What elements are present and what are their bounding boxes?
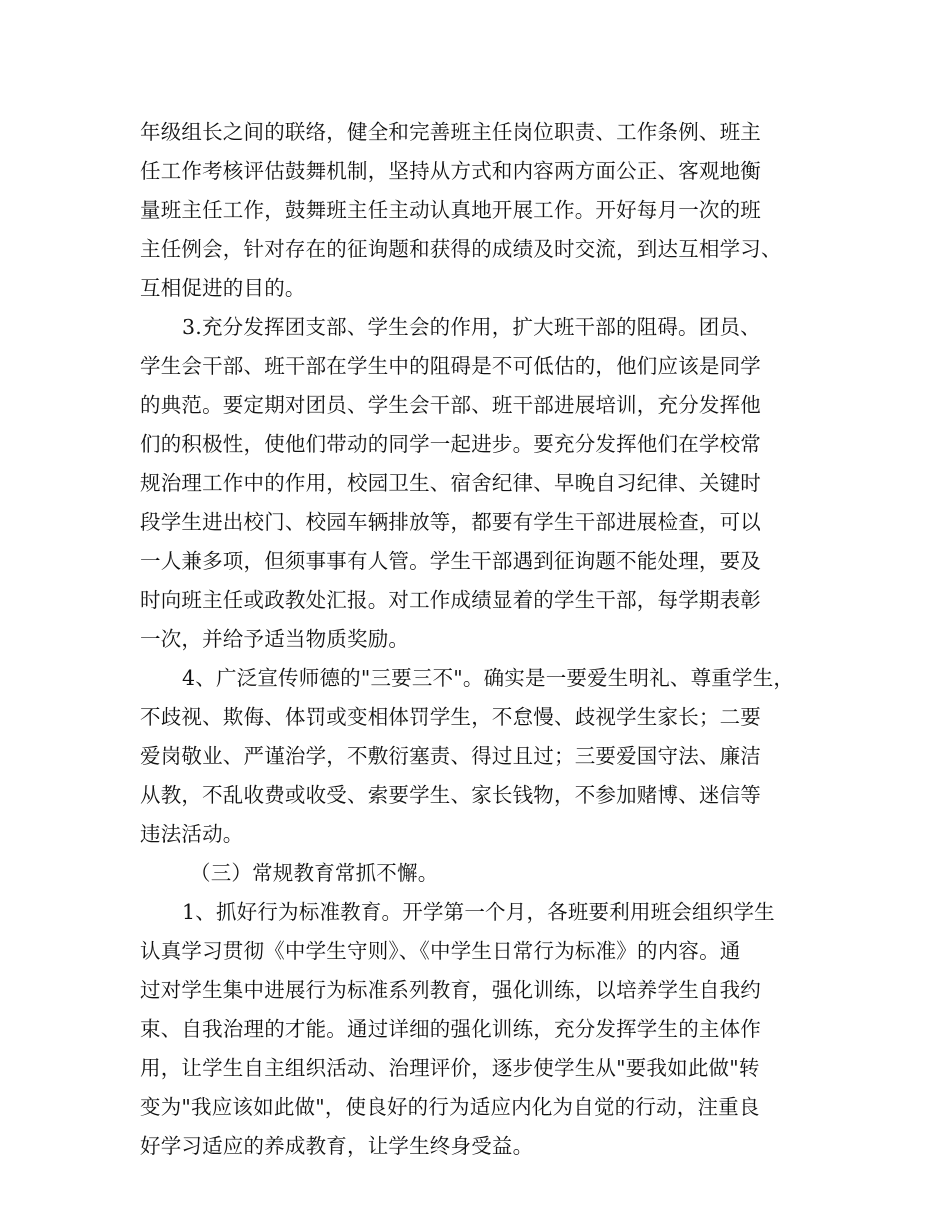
- text-line: 好学习适应的养成教育，让学生终身受益。: [140, 1134, 534, 1158]
- section-heading: （三）常规教育常抓不懈。: [190, 861, 439, 885]
- text-line: 违法活动。: [140, 822, 244, 846]
- text-line: 量班主任工作，鼓舞班主任主动认真地开展工作。开好每月一次的班: [140, 198, 761, 222]
- text-line: 认真学习贯彻《中学生守则》、《中学生日常行为标准》的内容。通: [140, 939, 741, 963]
- text-line: 主任例会，针对存在的征询题和获得的成绩及时交流，到达互相学习、: [140, 237, 782, 261]
- text-line: 互相促进的目的。: [140, 276, 306, 300]
- text-line: 规治理工作中的作用，校园卫生、宿舍纪律、早晚自习纪律、关键时: [140, 471, 761, 495]
- text-line: 一人兼多项，但须事事有人管。学生干部遇到征询题不能处理，要及: [140, 549, 761, 573]
- text-line: 时向班主任或政教处汇报。对工作成绩显着的学生干部，每学期表彰: [140, 588, 761, 612]
- text-line: 从教，不乱收费或收受、索要学生、家长钱物，不参加赌博、迷信等: [140, 783, 761, 807]
- text-line: 爱岗敬业、严谨治学，不敷衍塞责、得过且过；三要爱国守法、廉洁: [140, 744, 761, 768]
- text-line: 段学生进出校门、校园车辆排放等，都要有学生干部进展检查，可以: [140, 510, 761, 534]
- text-line: 一次，并给予适当物质奖励。: [140, 627, 410, 651]
- text-line: 束、自我治理的才能。通过详细的强化训练，充分发挥学生的主体作: [140, 1017, 761, 1041]
- text-line: 任工作考核评估鼓舞机制，坚持从方式和内容两方面公正、客观地衡: [140, 159, 761, 183]
- text-line: 的典范。要定期对团员、学生会干部、班干部进展培训，充分发挥他: [140, 393, 761, 417]
- paragraph-start-line: 4、广泛宣传师德的"三要三不"。确实是一要爱生明礼、尊重学生，: [182, 666, 795, 690]
- text-line: 学生会干部、班干部在学生中的阻碍是不可低估的，他们应该是同学: [140, 354, 761, 378]
- body-text: [140, 113, 830, 1166]
- text-line: 们的积极性，使他们带动的同学一起进步。要充分发挥他们在学校常: [140, 432, 761, 456]
- text-line: 变为"我应该如此做"，使良好的行为适应内化为自觉的行动，注重良: [140, 1095, 760, 1119]
- text-line: 年级组长之间的联络，健全和完善班主任岗位职责、工作条例、班主: [140, 120, 761, 144]
- text-line: 不歧视、欺侮、体罚或变相体罚学生，不怠慢、歧视学生家长；二要: [140, 705, 761, 729]
- paragraph-start-line: 3.充分发挥团支部、学生会的作用，扩大班干部的阻碍。团员、: [182, 315, 761, 339]
- text-line: 用，让学生自主组织活动、治理评价，逐步使学生从"要我如此做"转: [140, 1056, 760, 1080]
- paragraph-start-line: 1、抓好行为标准教育。开学第一个月，各班要利用班会组织学生: [182, 900, 775, 924]
- text-line: 过对学生集中进展行为标准系列教育，强化训练，以培养学生自我约: [140, 978, 761, 1002]
